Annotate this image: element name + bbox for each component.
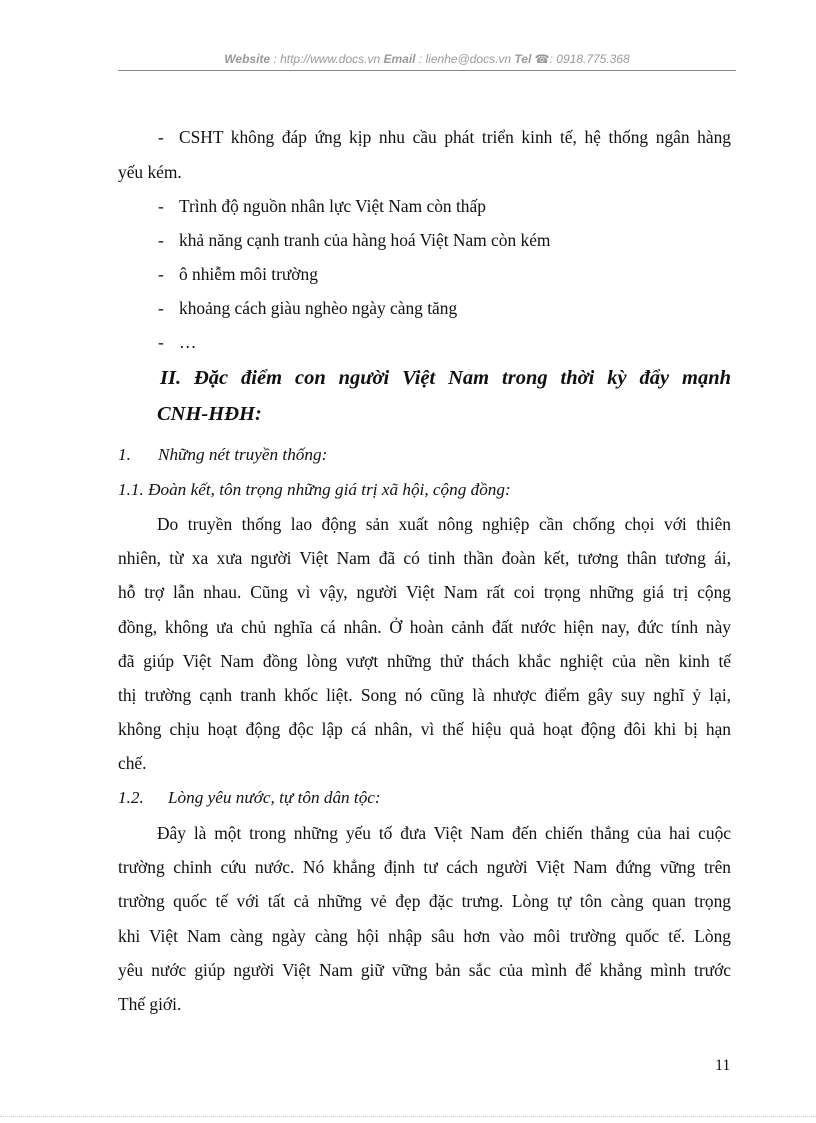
email-value[interactable]: : lienhe@docs.vn xyxy=(418,52,512,66)
subheading: 1.1. Đoàn kết, tôn trọng những giá trị xã hội, cộng đồng: xyxy=(118,480,511,499)
paragraph-line: hỗ trợ lẫn nhau. Cũng vì vậy, người Việt Nam rất coi trọng những giá trị cộng xyxy=(118,582,731,602)
bullet-item: khả năng cạnh tranh của hàng hoá Việt Nam còn kém xyxy=(179,230,551,250)
paragraph-line: không chịu hoạt động độc lập cá nhân, vì thế hiệu quả hoạt động đôi khi bị hạn xyxy=(118,719,731,739)
email-label: Email xyxy=(383,52,416,66)
tel-label: Tel xyxy=(514,52,532,66)
bullet-dash: - xyxy=(158,127,164,147)
section-heading-continuation: CNH-HĐH: xyxy=(157,403,262,425)
bullet-item: CSHT không đáp ứng kịp nhu cầu phát triển kinh tế, hệ thống ngân hàng xyxy=(179,127,731,147)
paragraph-line: khi Việt Nam càng ngày càng hội nhập sâu hơn vào môi trường quốc tế. Lòng xyxy=(118,926,731,946)
bullet-dash: - xyxy=(158,332,164,352)
section-heading: II. Đặc điểm con người Việt Nam trong thời kỳ đẩy mạnh xyxy=(160,367,731,389)
paragraph-line: chế. xyxy=(118,753,147,773)
bullet-item: Trình độ nguồn nhân lực Việt Nam còn thấp xyxy=(179,196,486,216)
page-bottom-divider xyxy=(0,1116,816,1117)
paragraph-line: yêu nước giúp người Việt Nam giữ vững bản sắc của mình để khẳng mình trước xyxy=(118,960,731,980)
bullet-item: … xyxy=(179,332,197,352)
paragraph-line: trường quốc tế với tất cả những vẻ đẹp đặc trưng. Lòng tự tôn càng quan trọng xyxy=(118,891,731,911)
bullet-dash: - xyxy=(158,298,164,318)
paragraph-line: Do truyền thống lao động sản xuất nông nghiệp cần chống chọi với thiên xyxy=(157,514,731,534)
bullet-item: khoảng cách giàu nghèo ngày càng tăng xyxy=(179,298,458,318)
paragraph-line: đồng, không ưa chủ nghĩa cá nhân. Ở hoàn cảnh đất nước hiện nay, đức tính này xyxy=(118,617,731,637)
bullet-dash: - xyxy=(158,196,164,216)
page-number: 11 xyxy=(715,1057,731,1074)
paragraph-line: đã giúp Việt Nam đồng lòng vượt những thử thách khắc nghiệt của nền kinh tế xyxy=(118,651,731,671)
paragraph-line: Thế giới. xyxy=(118,994,182,1014)
bullet-dash: - xyxy=(158,230,164,250)
header-divider xyxy=(118,70,736,71)
paragraph-line: nhiên, từ xa xưa người Việt Nam đã có tinh thần đoàn kết, tương thân tương ái, xyxy=(118,548,731,568)
tel-value: : 0918.775.368 xyxy=(549,52,630,66)
paragraph-line: trường chinh cứu nước. Nó khẳng định tư cách người Việt Nam đứng vững trên xyxy=(118,857,731,877)
website-value[interactable]: : http://www.docs.vn xyxy=(273,52,381,66)
subheading-number: 1. xyxy=(118,445,131,464)
paragraph-line: Đây là một trong những yếu tố đưa Việt Nam đến chiến thắng của hai cuộc xyxy=(157,823,731,843)
phone-icon: ☎ xyxy=(534,52,550,66)
paragraph-line: thị trường cạnh tranh khốc liệt. Song nó cũng là nhược điểm gây suy nghĩ ỷ lại, xyxy=(118,685,731,705)
bullet-dash: - xyxy=(158,264,164,284)
website-label: Website xyxy=(224,52,271,66)
bullet-item: ô nhiễm môi trường xyxy=(179,264,318,284)
subheading: Lòng yêu nước, tự tôn dân tộc: xyxy=(168,788,381,807)
subheading-number: 1.2. xyxy=(118,788,144,807)
bullet-item-continuation: yếu kém. xyxy=(118,162,182,182)
page-header xyxy=(118,52,736,66)
subheading: Những nét truyền thống: xyxy=(158,445,328,464)
